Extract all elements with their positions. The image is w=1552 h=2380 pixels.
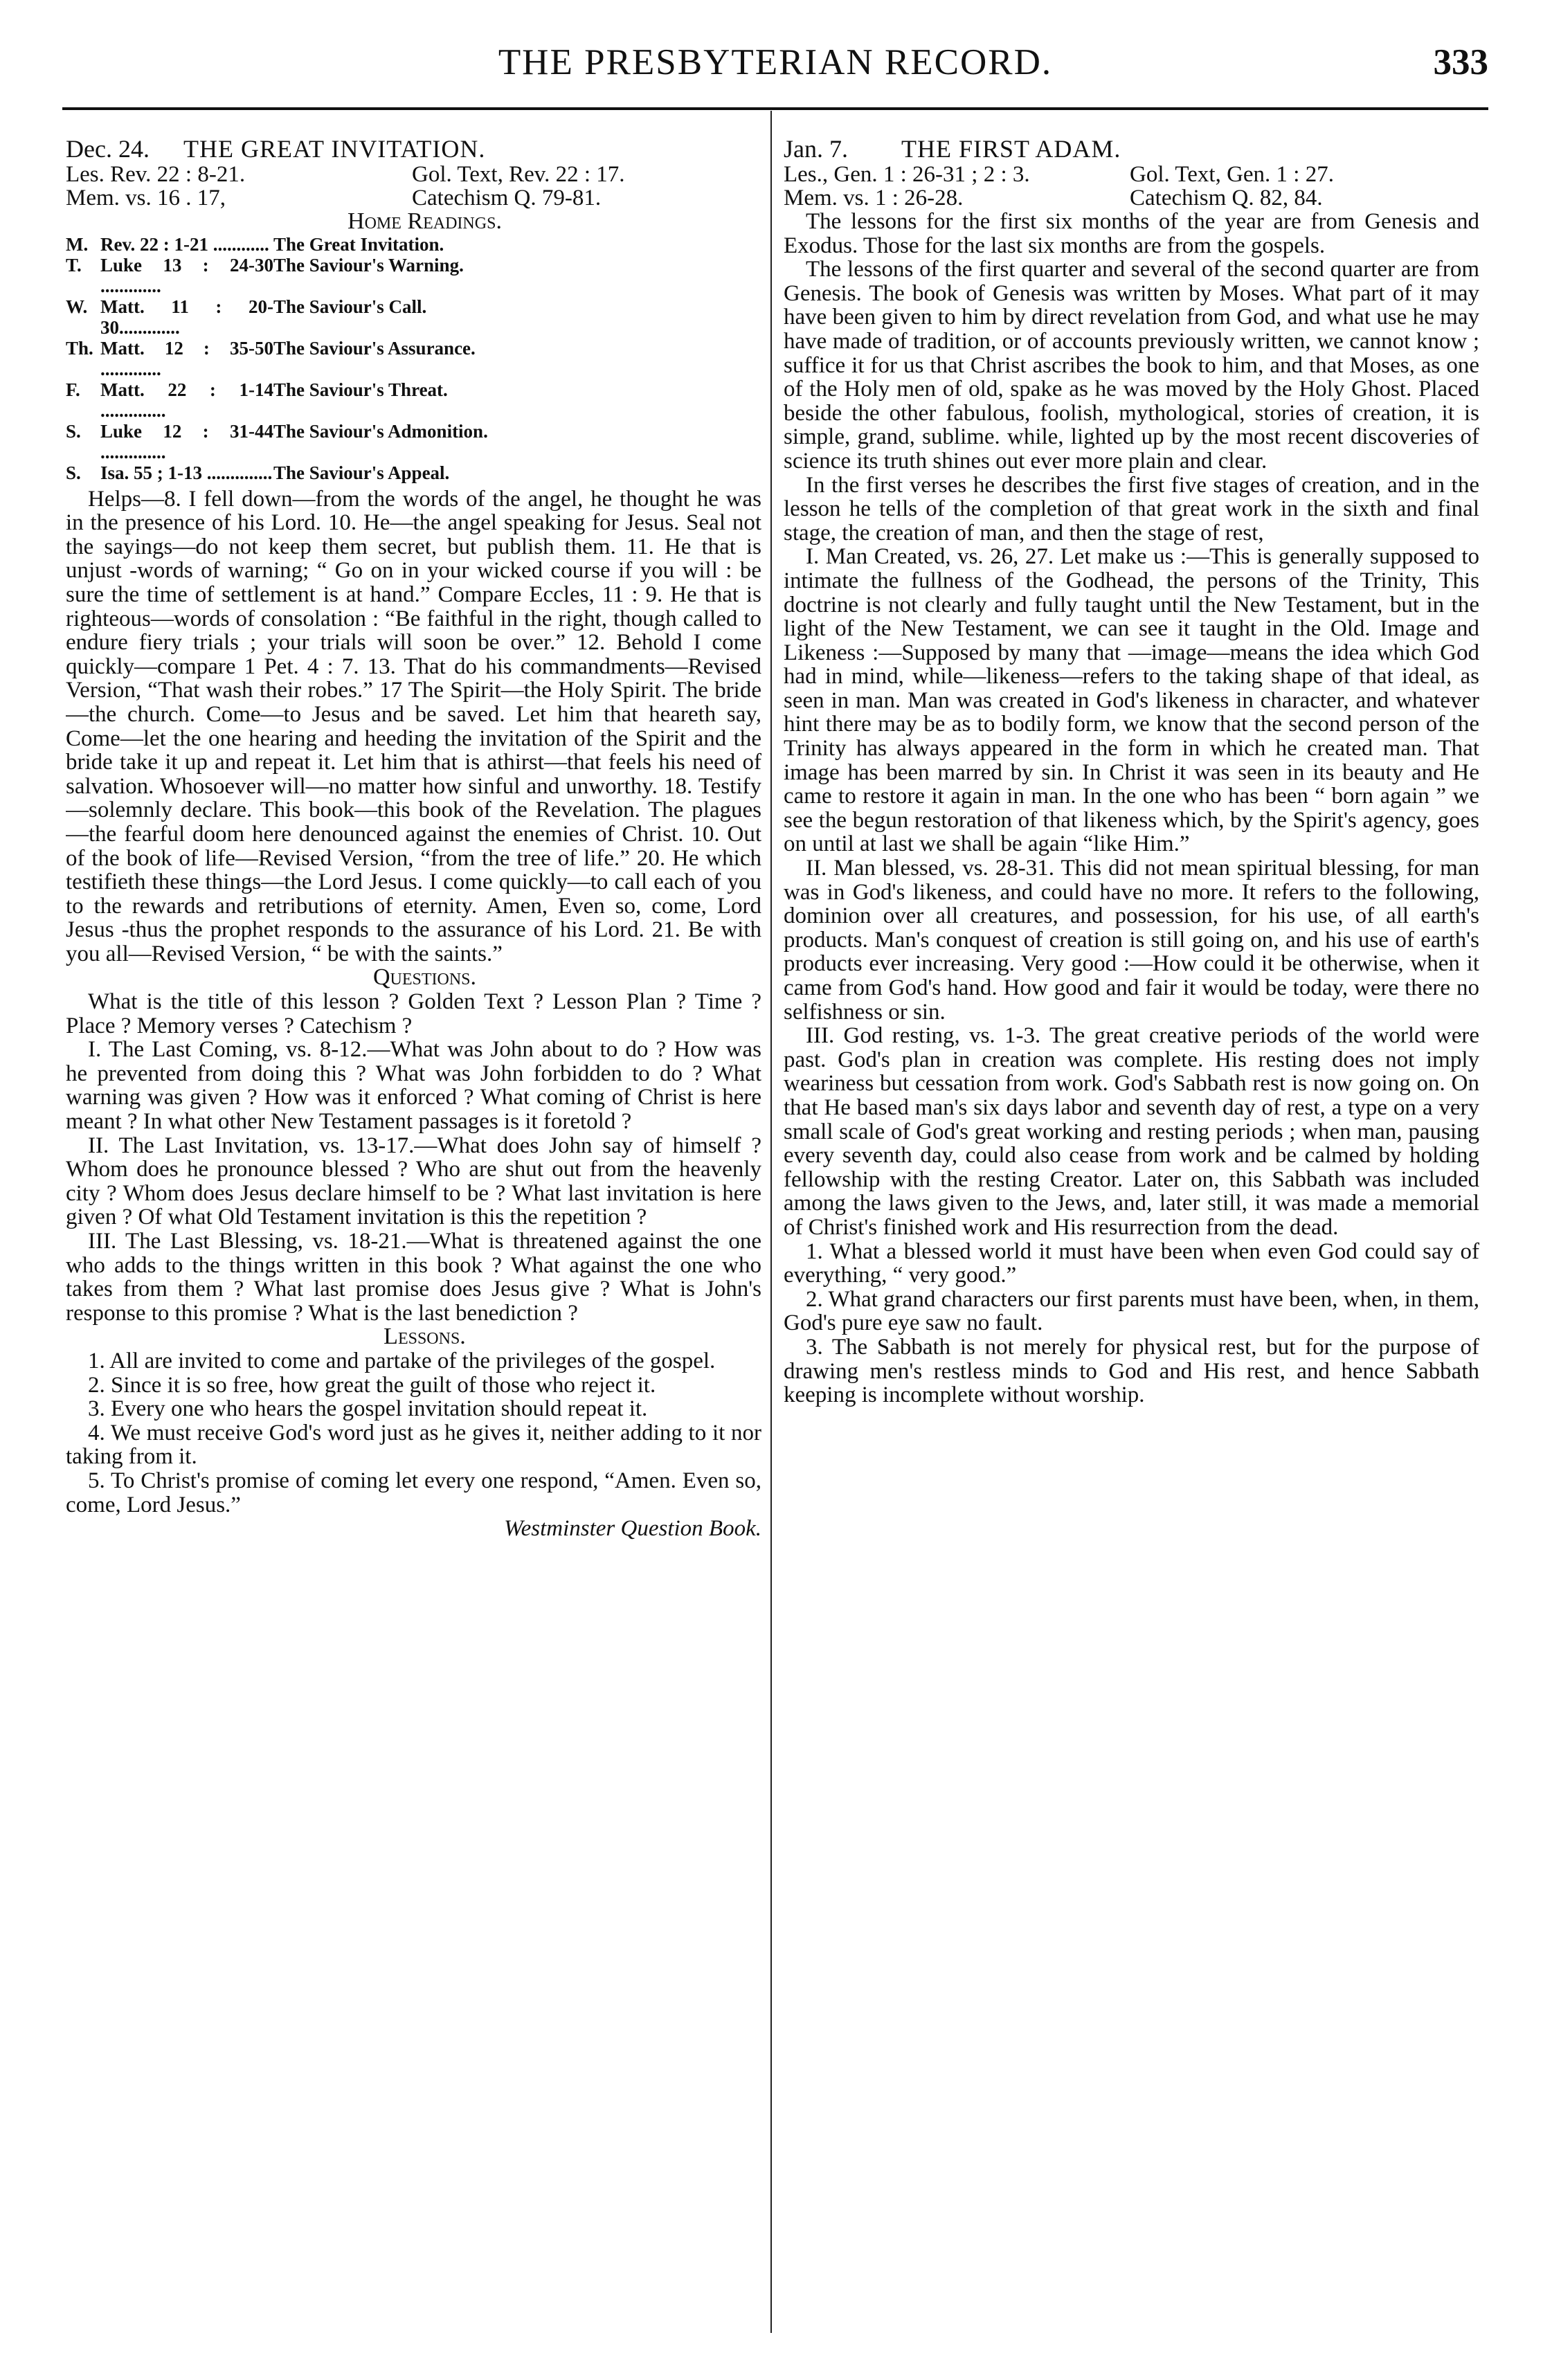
body-paragraph: III. God resting, vs. 1-3. The great creative periods of the world were past. God's plan in creation was complete. His resting does not imply weariness but cessation from work. God's Sabbath rest is now going on. On that He based man's six days labor and seventh day of rest, a type on a very small scale of God's great working and resting periods ; when man, pausing every seventh day, could also cease from work and be calmed by holding fellowship with the resting Creator. Later on, this Sabbath was included among the laws given to the Jews, and, later still, it was made a memorial of Christ's finished work and His resurrection from the dead. — [784, 1023, 1479, 1240]
reading-row: F. Matt. 22 : 1-14 .............. The Saviour's Threat. — [66, 379, 448, 421]
source-credit: Westminster Question Book. — [504, 1516, 761, 1542]
memory-verses: Mem. vs. 1 : 26-28. — [784, 186, 964, 210]
lesson-point: 2. What grand characters our first parents must have been, when, in them, God's pure eye saw no fault. — [784, 1286, 1479, 1336]
lesson-meta-2 — [784, 186, 1479, 210]
publication-title: THE PRESBYTERIAN RECORD. — [498, 42, 1053, 82]
reading-row: Th. Matt. 12 : 35-50 ............. The Saviour's Assurance. — [66, 337, 476, 379]
golden-text: Gol. Text, Gen. 1 : 27. — [1130, 162, 1334, 187]
left-column — [66, 135, 761, 2350]
body-paragraph: The lessons for the first six months of the year are from Genesis and Exodus. Those for the last six months are from the gospels. — [784, 209, 1479, 258]
body-paragraph: In the first verses he describes the first five stages of creation, and in the lesson he tells of the completion of that great work in the sixth and final stage, the creation of man, and then the stage of rest, — [784, 472, 1479, 546]
catechism: Catechism Q. 82, 84. — [1130, 186, 1323, 210]
body-paragraph: The lessons of the first quarter and several of the second quarter are from Genesis. The book of Genesis was written by Moses. What part of it may have been given to him by direct revelation from God, and what use he may have made of tradition, or of accounts previously written, we cannot know ; suffice it for us that Christ ascribes the book to him, and that Moses, as one of the Holy men of old, spake as he was moved by the Holy Ghost. Placed beside the other fabulous, foolish, mythological, stories of creation, it is simple, grand, sublime. while, lighted up by the most recent discoveries of science its truth shines out ever more plain and clear. — [784, 257, 1479, 474]
lesson-point: 1. What a blessed world it must have been when even God could say of everything, “ very good.” — [784, 1238, 1479, 1288]
memory-verses: Mem. vs. 16 . 17, — [66, 186, 226, 210]
lesson-meta-2 — [66, 186, 761, 210]
body-paragraph: II. Man blessed, vs. 28-31. This did not mean spiritual blessing, for man was in God's likeness, and could have no more. It refers to the following, dominion over all creatures, and possession, for his use, of all earth's products. Man's conquest of creation is still going on, and his use of earth's products ever increasing. Very good :—How could it be otherwise, when it came from God's hand. How good and fair it would be today, were there no selfishness or sin. — [784, 856, 1479, 1025]
catechism: Catechism Q. 79-81. — [412, 186, 602, 210]
reading-row: T. Luke 13 : 24-30 ............. The Saviour's Warning. — [66, 254, 464, 296]
lesson-point: 3. Every one who hears the gospel invitation should repeat it. — [88, 1396, 648, 1422]
lesson-reference: Les., Gen. 1 : 26-31 ; 2 : 3. — [784, 162, 1030, 187]
lesson-heading — [784, 135, 1479, 163]
questions-heading: Questions. — [372, 964, 477, 991]
lesson-meta — [66, 163, 761, 186]
lesson-date: Dec. 24. — [66, 135, 150, 163]
page-number: 333 — [1433, 42, 1488, 82]
lesson-point: 4. We must receive God's word just as he gives it, neither adding to it nor taking from it. — [66, 1420, 761, 1470]
lesson-point: 5. To Christ's promise of coming let every one respond, “Amen. Even so, come, Lord Jesus.” — [66, 1468, 761, 1517]
lesson-point: 3. The Sabbath is not merely for physical rest, but for the purpose of drawing men's restless minds to God and His rest, and hence Sabbath keeping is incomplete without worship. — [784, 1334, 1479, 1408]
reading-row: S. Isa. 55 ; 1-13 .............. The Saviour's Appeal. — [66, 462, 450, 483]
question-paragraph: What is the title of this lesson ? Golden Text ? Lesson Plan ? Time ? Place ? Memory verses ? Catechism ? — [66, 989, 761, 1038]
column-divider — [770, 111, 772, 2333]
right-column — [784, 135, 1479, 2350]
page-header — [62, 36, 1488, 91]
lesson-title: THE FIRST ADAM. — [901, 135, 1121, 163]
header-rule — [62, 107, 1488, 110]
question-paragraph: III. The Last Blessing, vs. 18-21.—What is threatened against the one who adds to the things written in this book ? What against the one who takes from them ? What last promise does Jesus give ? What is John's response to this promise ? What is the last benediction ? — [66, 1229, 761, 1326]
lesson-date: Jan. 7. — [784, 135, 848, 163]
reading-row: M. Rev. 22 : 1-21 ............ The Great Invitation. — [66, 233, 444, 255]
lesson-point: 2. Since it is so free, how great the guilt of those who reject it. — [88, 1372, 656, 1398]
lesson-reference: Les. Rev. 22 : 8-21. — [66, 162, 246, 187]
reading-row: W. Matt. 11 : 20-30............. The Saviour's Call. — [66, 296, 427, 338]
reading-row: S. Luke 12 : 31-44 .............. The Saviour's Admonition. — [66, 420, 488, 462]
body-paragraph: I. Man Created, vs. 26, 27. Let make us :—This is generally supposed to intimate the fullness of the Godhead, the persons of the Trinity, This doctrine is not clearly and fully taught until the New Testament, but in the light of the New Testament, we can see it taught in the Old. Image and Likeness :—Supposed by many that —image—means the idea which God had in mind, while—likeness—refers to the taking shape of that ideal, as seen in man. Man was created in God's likeness in character, and whatever hint there may be as to bodily form, we know that the second person of the Trinity has always appeared in the form in which he created man. That image has been marred by sin. In Christ it was seen in its beauty and He came to restore it again in man. In the one who has been “ born again ” we see the begun restoration of that likeness which, by the Spirit's agency, goes on until at last we shall be again “like Him.” — [784, 544, 1479, 857]
lesson-heading — [66, 135, 761, 163]
lesson-title: THE GREAT INVITATION. — [183, 135, 486, 163]
golden-text: Gol. Text, Rev. 22 : 17. — [412, 162, 625, 187]
lesson-point: 1. All are invited to come and partake of the privileges of the gospel. — [88, 1348, 716, 1373]
question-paragraph: I. The Last Coming, vs. 8-12.—What was John about to do ? How was he prevented from doing this ? What was John forbidden to do ? What warning was given ? How was it enforced ? What coming of Christ is here meant ? In what other New Testament passages is it foretold ? — [66, 1037, 761, 1135]
question-paragraph: II. The Last Invitation, vs. 13-17.—What does John say of himself ? Whom does he pronounce blessed ? Who are shut out from the heavenly city ? Whom does Jesus declare himself to be ? What last invitation is here given ? Of what Old Testament invitation is this the repetition ? — [66, 1133, 761, 1230]
lesson-meta — [784, 163, 1479, 186]
lessons-heading: Lessons. — [384, 1324, 466, 1350]
helps-paragraph: Helps—8. I fell down—from the words of the angel, he thought he was in the presence of his Lord. 10. He—the angel speaking for Jesus. Seal not the sayings—do not keep them secret, but publish them. 11. He that is unjust -words of warning; “ Go on in your wicked course if you will : be sure the time of settlement is at hand.” Compare Eccles, 11 : 9. He that is righteous—words of consolation : “Be faithful in the right, though called to endure fiery trials ; your trials will soon be over.” 12. Behold I come quickly—compare 1 Pet. 4 : 7. 13. That do his commandments—Revised Version, “That wash their robes.” 17 The Spirit—the Holy Spirit. The bride—the church. Come—to Jesus and be saved. Let him that heareth say, Come—let the one hearing and heeding the invitation of the Spirit and the bride take it up and repeat it. Let him that is athirst—that feels his need of salvation. Whosoever will—no matter how sinful and unworthy. 18. Testify—solemnly declare. This book—this book of the Revelation. The plagues—the fearful doom here denounced against the enemies of Christ. 10. Out of the book of life—Revised Version, “from the tree of life.” 20. He which testifieth these things—the Lord Jesus. I come quickly—to call each of you to the rewards and retributions of eternity. Amen, Even so, come, Lord Jesus -thus the prophet responds to the assurance of his Lord. 21. Be with you all—Revised Version, “ be with the saints.” — [66, 486, 761, 966]
home-readings-list — [66, 234, 761, 483]
home-readings-heading: Home Readings. — [348, 208, 502, 234]
